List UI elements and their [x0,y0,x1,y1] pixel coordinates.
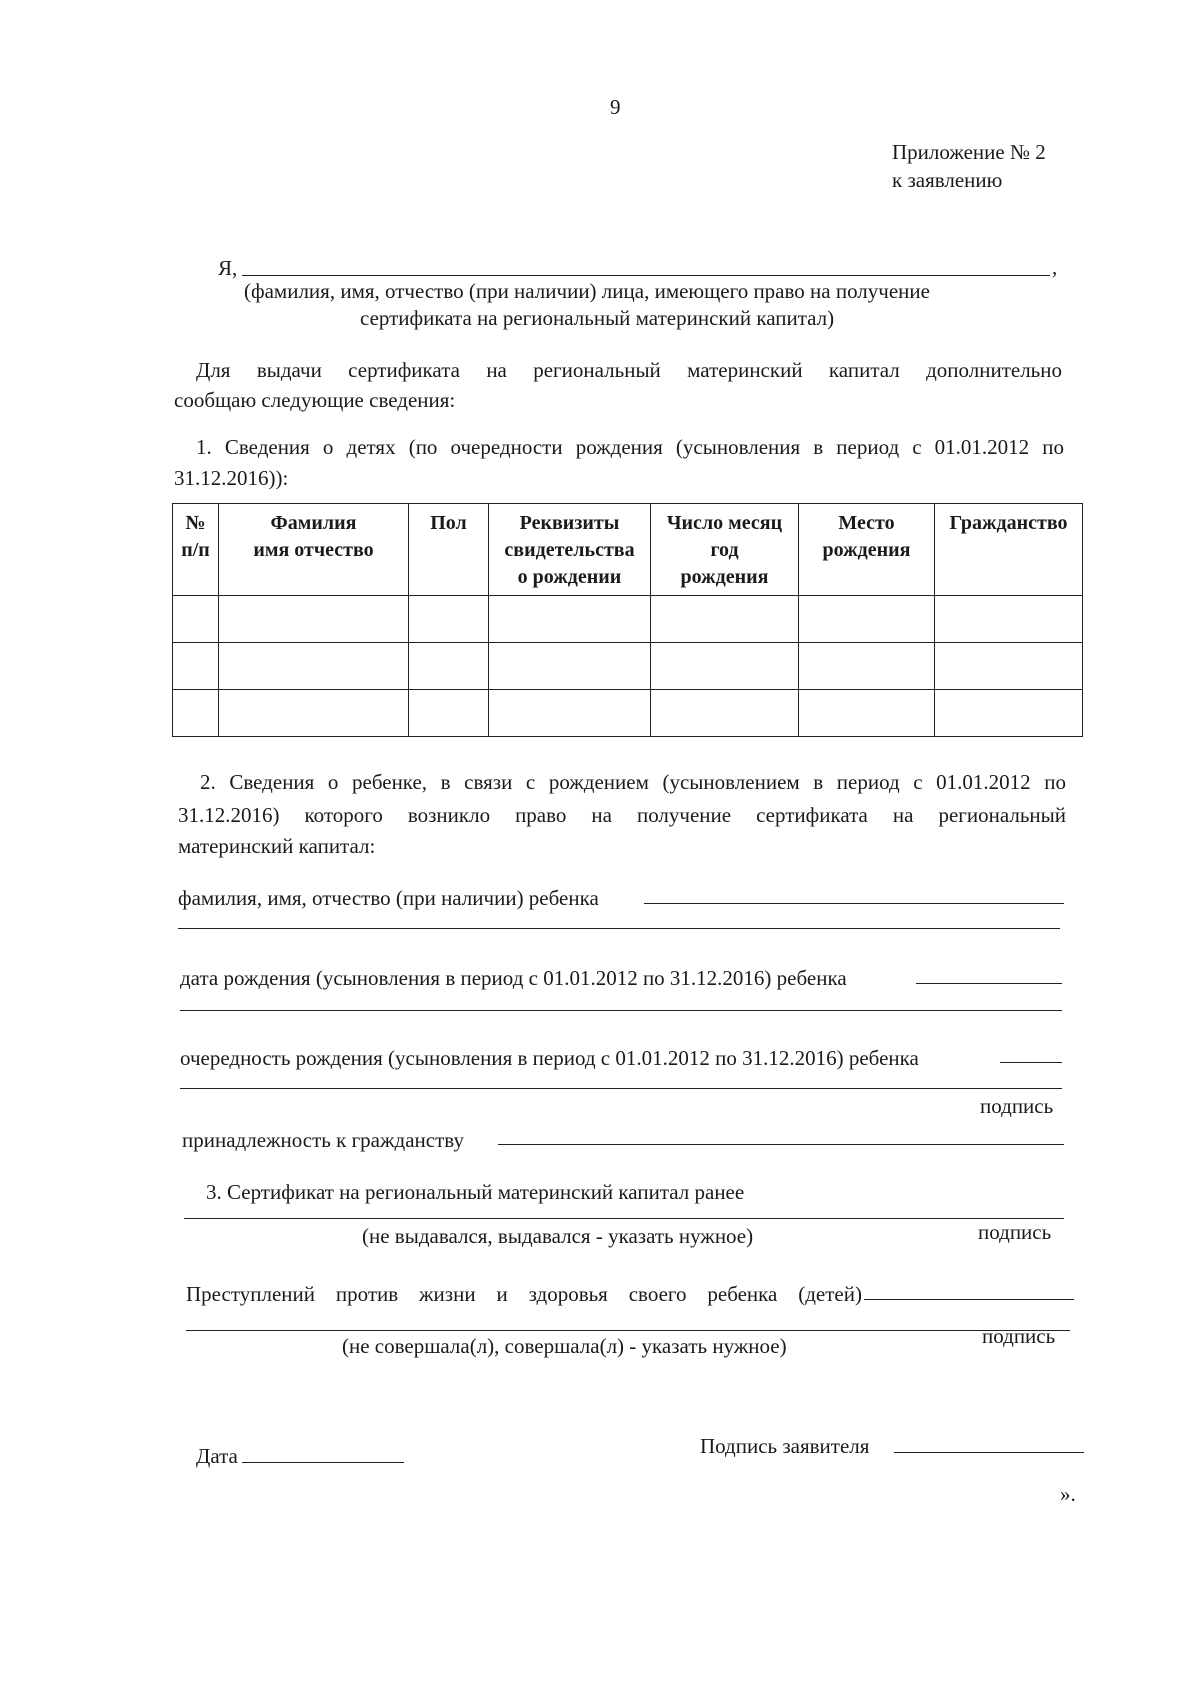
date-label: Дата [196,1444,238,1468]
table-cell[interactable] [409,643,489,690]
table-cell[interactable] [173,643,219,690]
purpose-line-1: Для выдачи сертификата на региональный материнский капитал дополнительно [196,358,1062,382]
col-header-birth-place: Место рождения [799,504,935,596]
crimes-statement-caption: (не совершала(л), совершала(л) - указать нужное) [342,1334,787,1358]
certificate-issued-signature-label: подпись [978,1220,1052,1244]
table-cell[interactable] [219,643,409,690]
table-cell[interactable] [173,596,219,643]
purpose-line-2: сообщаю следующие сведения: [174,388,456,412]
table-row [173,596,1083,643]
appendix-subtitle: к заявлению [892,168,1003,192]
table-cell[interactable] [219,690,409,737]
table-cell[interactable] [935,643,1083,690]
table-cell[interactable] [489,690,651,737]
table-cell[interactable] [651,596,799,643]
section2-line-1: 2. Сведения о ребенке, в связи с рождением (усыновлением в период с 01.01.2012 по [200,770,1066,794]
table-cell[interactable] [935,596,1083,643]
certificate-issued-caption: (не выдавался, выдавался - указать нужное) [362,1224,754,1248]
child-fio-label: фамилия, имя, отчество (при наличии) ребенка [178,886,599,910]
col-header-birth-date: Число месяц год рождения [651,504,799,596]
section1-line-1: 1. Сведения о детях (по очередности рождения (усыновления в период с 01.01.2012 по [196,435,1064,459]
table-cell[interactable] [409,690,489,737]
table-cell[interactable] [489,643,651,690]
appendix-title: Приложение № 2 [892,140,1046,164]
crimes-statement-field[interactable] [864,1299,1074,1300]
table-cell[interactable] [799,596,935,643]
section3-line-1: 3. Сертификат на региональный материнский капитал ранее [206,1180,745,1204]
crimes-statement-field-continued[interactable] [186,1330,1070,1331]
table-cell[interactable] [651,643,799,690]
child-fio-field-continued[interactable] [178,928,1060,929]
table-cell[interactable] [651,690,799,737]
applicant-signature-label: Подпись заявителя [700,1434,870,1458]
table-row [173,643,1083,690]
table-cell[interactable] [489,596,651,643]
table-header-row [173,504,1083,596]
col-header-citizenship: Гражданство [935,504,1083,596]
child-birth-date-field-continued[interactable] [180,1010,1062,1011]
child-birth-date-label: дата рождения (усыновления в период с 01.01.2012 по 31.12.2016) ребенка [180,966,847,990]
col-header-full-name: Фамилия имя отчество [219,504,409,596]
child-birth-date-field[interactable] [916,983,1062,984]
children-table [172,503,1083,737]
date-field[interactable] [242,1462,404,1463]
applicant-name-caption-2: сертификата на региональный материнский капитал) [360,306,835,330]
section2-line-3: материнский капитал: [178,834,376,858]
table-row [173,690,1083,737]
child-birth-order-signature-label: подпись [980,1094,1054,1118]
child-birth-order-label: очередность рождения (усыновления в период с 01.01.2012 по 31.12.2016) ребенка [180,1046,919,1070]
certificate-issued-field[interactable] [184,1218,1064,1219]
crimes-statement-signature-label: подпись [982,1324,1056,1348]
table-cell[interactable] [935,690,1083,737]
col-header-certificate-details: Реквизиты свидетельства о рождении [489,504,651,596]
table-cell[interactable] [799,690,935,737]
crimes-statement-label: Преступлений против жизни и здоровья своего ребенка (детей) [186,1282,862,1306]
citizenship-field[interactable] [498,1144,1064,1145]
closing-quote: ». [1060,1482,1076,1506]
table-cell[interactable] [219,596,409,643]
child-fio-field[interactable] [644,903,1064,904]
applicant-signature-field[interactable] [894,1452,1084,1453]
table-cell[interactable] [409,596,489,643]
col-header-number: № п/п [173,504,219,596]
child-birth-order-field-continued[interactable] [180,1088,1062,1089]
table-cell[interactable] [173,690,219,737]
page-number: 9 [610,95,621,119]
applicant-name-caption-1: (фамилия, имя, отчество (при наличии) лица, имеющего право на получение [244,279,930,303]
intro-lead: Я, [218,256,238,280]
applicant-name-field[interactable] [242,275,1050,276]
citizenship-label: принадлежность к гражданству [182,1128,464,1152]
child-birth-order-field[interactable] [1000,1062,1062,1063]
intro-trail: , [1052,255,1058,279]
section1-line-2: 31.12.2016)): [174,466,289,490]
section2-line-2: 31.12.2016) которого возникло право на получение сертификата на региональный [178,803,1066,827]
table-cell[interactable] [799,643,935,690]
col-header-sex: Пол [409,504,489,596]
